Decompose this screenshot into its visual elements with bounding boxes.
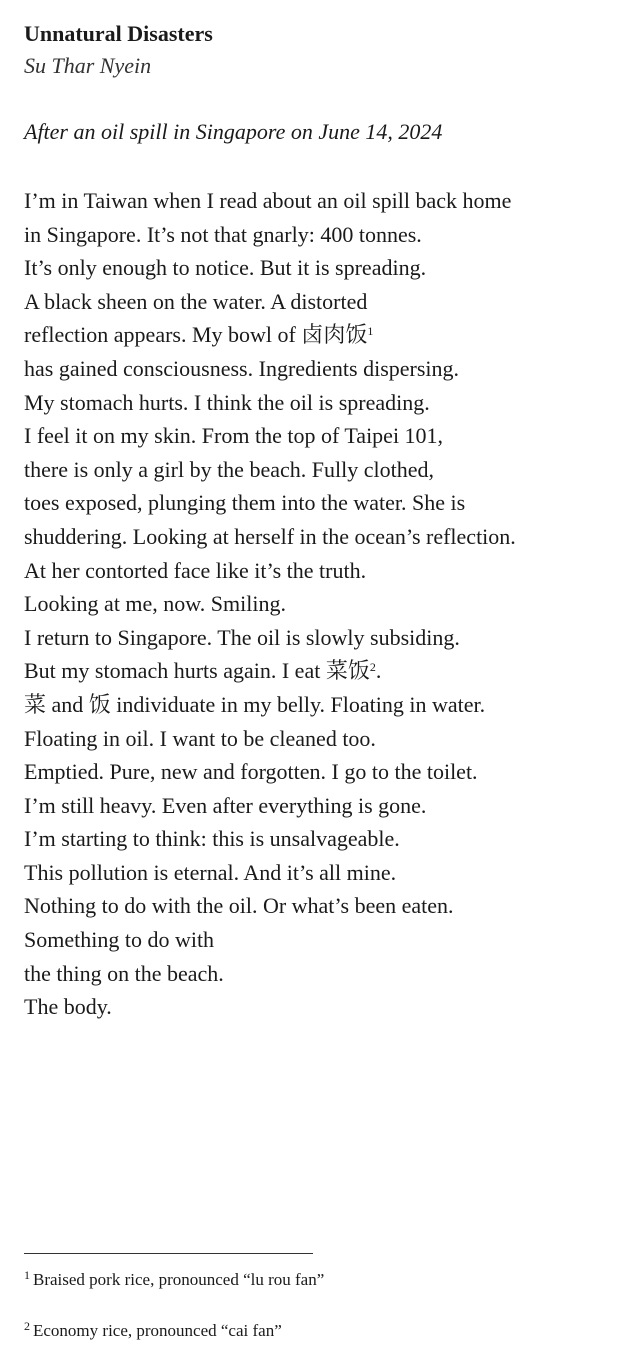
poem-line: My stomach hurts. I think the oil is spreading. xyxy=(24,389,430,415)
footnote-text: Braised pork rice, pronounced “lu rou fan” xyxy=(33,1270,325,1289)
footnote-2 xyxy=(24,1319,624,1343)
cjk-text-fan: 饭 xyxy=(88,692,111,718)
footnote-marker: 2 xyxy=(24,1319,30,1333)
poem-line-text: But my stomach hurts again. I eat xyxy=(24,658,326,684)
cjk-text-lu-rou-fan: 卤肉饭 xyxy=(301,323,368,349)
footnote-ref-1[interactable]: 1 xyxy=(367,324,374,339)
footnote-text: Economy rice, pronounced “cai fan” xyxy=(33,1321,282,1340)
poem-line: Nothing to do with the oil. Or what’s been eaten. xyxy=(24,893,454,919)
poem-line: This pollution is eternal. And it’s all mine. xyxy=(24,859,397,885)
poem-line xyxy=(24,318,624,352)
poem-line-text: individuate in my belly. Floating in water. xyxy=(110,691,486,717)
poem-line-text: reflection appears. My bowl of xyxy=(24,322,302,348)
poem-author: Su Thar Nyein xyxy=(24,53,152,78)
poem-line: I’m starting to think: this is unsalvageable. xyxy=(24,826,400,852)
poem-line: It’s only enough to notice. But it is spreading. xyxy=(24,255,427,281)
footnote-ref-2[interactable]: 2 xyxy=(369,660,376,675)
poem-line-text: . xyxy=(375,658,382,684)
poem-line xyxy=(24,688,624,722)
poem-line: I feel it on my skin. From the top of Taipei 101, xyxy=(24,423,444,449)
poem-line: in Singapore. It’s not that gnarly: 400 tonnes. xyxy=(24,221,422,247)
poem-epigraph: After an oil spill in Singapore on June 14, 2024 xyxy=(24,119,443,144)
cjk-text-cai-fan: 菜饭 xyxy=(325,659,370,685)
poem-line-text: and xyxy=(46,691,89,717)
poem-line: shuddering. Looking at herself in the ocean’s reflection. xyxy=(24,523,516,549)
poem-line xyxy=(24,654,624,688)
poem-line: toes exposed, plunging them into the water. She is xyxy=(24,490,466,516)
poem-line: Looking at me, now. Smiling. xyxy=(24,591,286,617)
footnote-divider xyxy=(24,1253,313,1254)
poem-line: Something to do with xyxy=(24,927,215,953)
footnote-marker: 1 xyxy=(24,1268,30,1282)
poem-line: I’m in Taiwan when I read about an oil spill back home xyxy=(24,188,512,213)
poem-line: there is only a girl by the beach. Fully clothed, xyxy=(24,456,434,482)
poem-line: has gained consciousness. Ingredients dispersing. xyxy=(24,355,460,381)
poem-line: Floating in oil. I want to be cleaned too. xyxy=(24,725,376,751)
poem-line: At her contorted face like it’s the truth. xyxy=(24,557,367,583)
poem-page xyxy=(24,18,624,1024)
cjk-text-cai: 菜 xyxy=(24,692,47,718)
footnote-1 xyxy=(24,1268,624,1292)
poem-body xyxy=(24,184,624,1024)
poem-line: I’m still heavy. Even after everything is gone. xyxy=(24,792,427,818)
poem-line: I return to Singapore. The oil is slowly subsiding. xyxy=(24,624,460,650)
footnotes xyxy=(24,1253,624,1370)
poem-line: A black sheen on the water. A distorted xyxy=(24,288,368,314)
poem-line: the thing on the beach. xyxy=(24,960,224,986)
poem-line: The body. xyxy=(24,994,112,1020)
poem-title: Unnatural Disasters xyxy=(24,21,213,46)
poem-line: Emptied. Pure, new and forgotten. I go to the toilet. xyxy=(24,759,478,785)
